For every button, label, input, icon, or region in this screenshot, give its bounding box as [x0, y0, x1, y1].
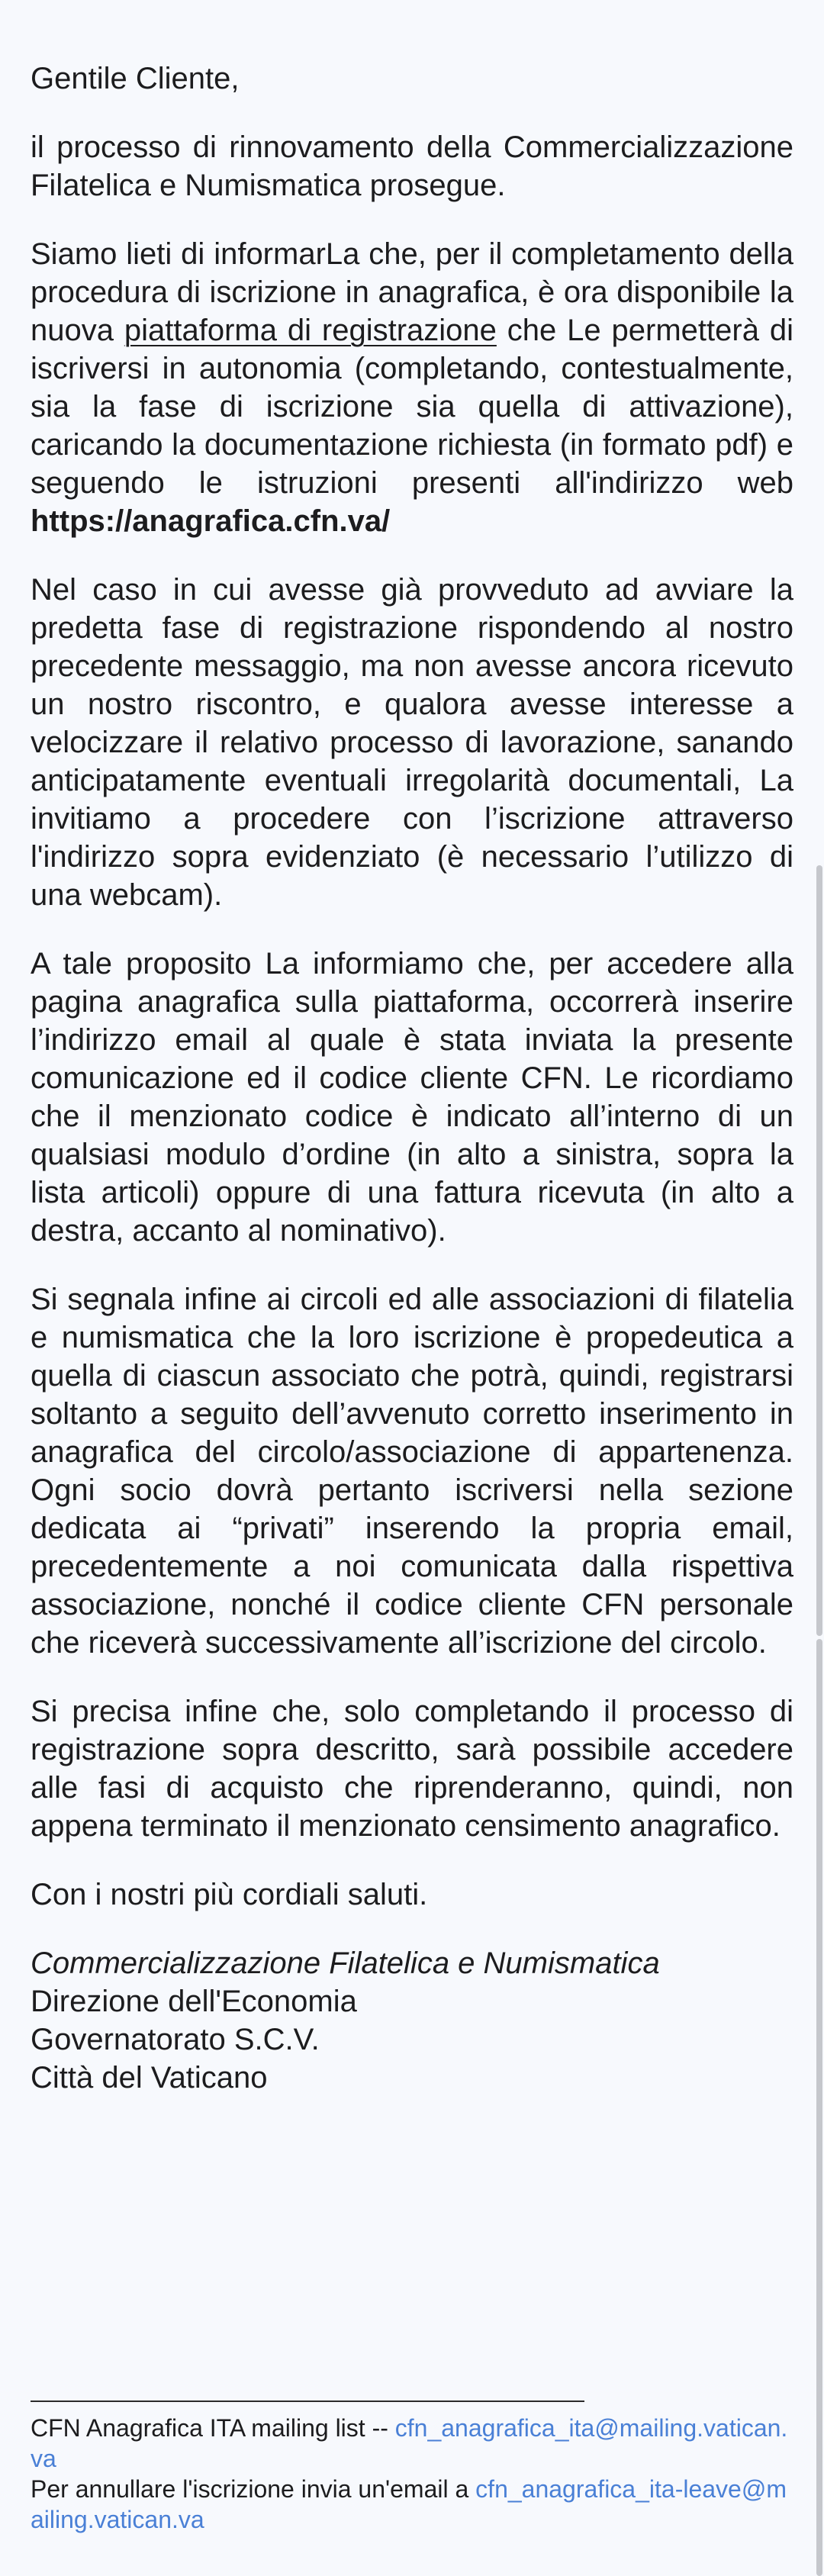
footer-unsubscribe-line: [31, 2474, 793, 2535]
scrollbar[interactable]: [816, 0, 824, 2576]
scrollbar-thumb-lower[interactable]: [816, 1639, 822, 2576]
signature-city: Città del Vaticano: [31, 2061, 268, 2095]
scrollbar-thumb[interactable]: [816, 865, 822, 1636]
signature-governatorato: Governatorato S.C.V.: [31, 2023, 320, 2056]
paragraph-platform-text-2: che Le permetterà di iscriversi in autonomia (completando, contestualmente, sia la fase di iscrizione sia quella di attivazione), caricando la documentazione richiesta (in formato pdf) e seguendo le istruzioni presenti all'indirizzo web: [31, 314, 793, 500]
email-body: [31, 60, 793, 2097]
anagrafica-url-link[interactable]: https://anagrafica.cfn.va/: [31, 504, 391, 538]
unsubscribe-email-link[interactable]: cfn_anagrafica_ita-leave@mailing.vatican.va: [31, 2475, 787, 2533]
greeting: Gentile Cliente,: [31, 62, 240, 95]
paragraph-access-info: A tale proposito La informiamo che, per accedere alla pagina anagrafica sulla piattaforma, occorrerà inserire l’indirizzo email al quale è stata inviata la presente comunicazione ed il codice cliente CFN. Le ricordiamo che il menzionato codice è indicato all’interno di un qualsiasi modulo d’ordine (in alto a sinistra, sopra la lista articoli) oppure di una fattura ricevuta (in alto a destra, accanto al nominativo).: [31, 947, 793, 1248]
paragraph-already-registered: Nel caso in cui avesse già provveduto ad avviare la predetta fase di registrazione rispondendo al nostro precedente messaggio, ma non avesse ancora ricevuto un nostro riscontro, e qualora avesse interesse a velocizzare il relativo processo di lavorazione, sanando anticipatamente eventuali irregolarità documentali, La invitiamo a procedere con l’iscrizione attraverso l'indirizzo sopra evidenziato (è necessario l’utilizzo di una webcam).: [31, 573, 793, 912]
signature-department: Direzione dell'Economia: [31, 1985, 357, 2018]
footer-list-label: CFN Anagrafica ITA mailing list --: [31, 2414, 395, 2442]
paragraph-intro: il processo di rinnovamento della Commercializzazione Filatelica e Numismatica prosegue.: [31, 130, 793, 202]
closing: Con i nostri più cordiali saluti.: [31, 1878, 428, 1911]
paragraph-purchase-info: Si precisa infine che, solo completando il processo di registrazione sopra descritto, sarà possibile accedere alle fasi di acquisto che riprenderanno, quindi, non appena terminato il menzionato censimento anagrafico.: [31, 1695, 793, 1843]
signature-org: Commercializzazione Filatelica e Numismatica: [31, 1946, 660, 1980]
registration-platform-link[interactable]: piattaforma di registrazione: [124, 314, 497, 347]
paragraph-associations: Si segnala infine ai circoli ed alle associazioni di filatelia e numismatica che la loro iscrizione è propedeutica a quella di ciascun associato che potrà, quindi, registrarsi soltanto a seguito dell’avvenuto corretto inserimento in anagrafica del circolo/associazione di appartenenza. Ogni socio dovrà pertanto iscriversi nella sezione dedicata ai “privati” inserendo la propria email, precedentemente a noi comunicata dalla rispettiva associazione, nonché il codice cliente CFN personale che riceverà successivamente all’iscrizione del circolo.: [31, 1283, 793, 1660]
footer-divider: [31, 2401, 584, 2402]
footer-list-line: [31, 2413, 793, 2474]
signature: [31, 1944, 793, 2097]
footer-unsubscribe-label: Per annullare l'iscrizione invia un'email a: [31, 2475, 476, 2503]
paragraph-platform: [31, 235, 793, 540]
mailing-list-footer: [31, 2401, 793, 2535]
paragraph-platform-text: Siamo lieti di informarLa che, per il completamento della procedura di iscrizione in anagrafica, è ora disponibile la nuova: [31, 237, 793, 347]
mailing-list-email-link[interactable]: cfn_anagrafica_ita@mailing.vatican.va: [31, 2414, 788, 2472]
